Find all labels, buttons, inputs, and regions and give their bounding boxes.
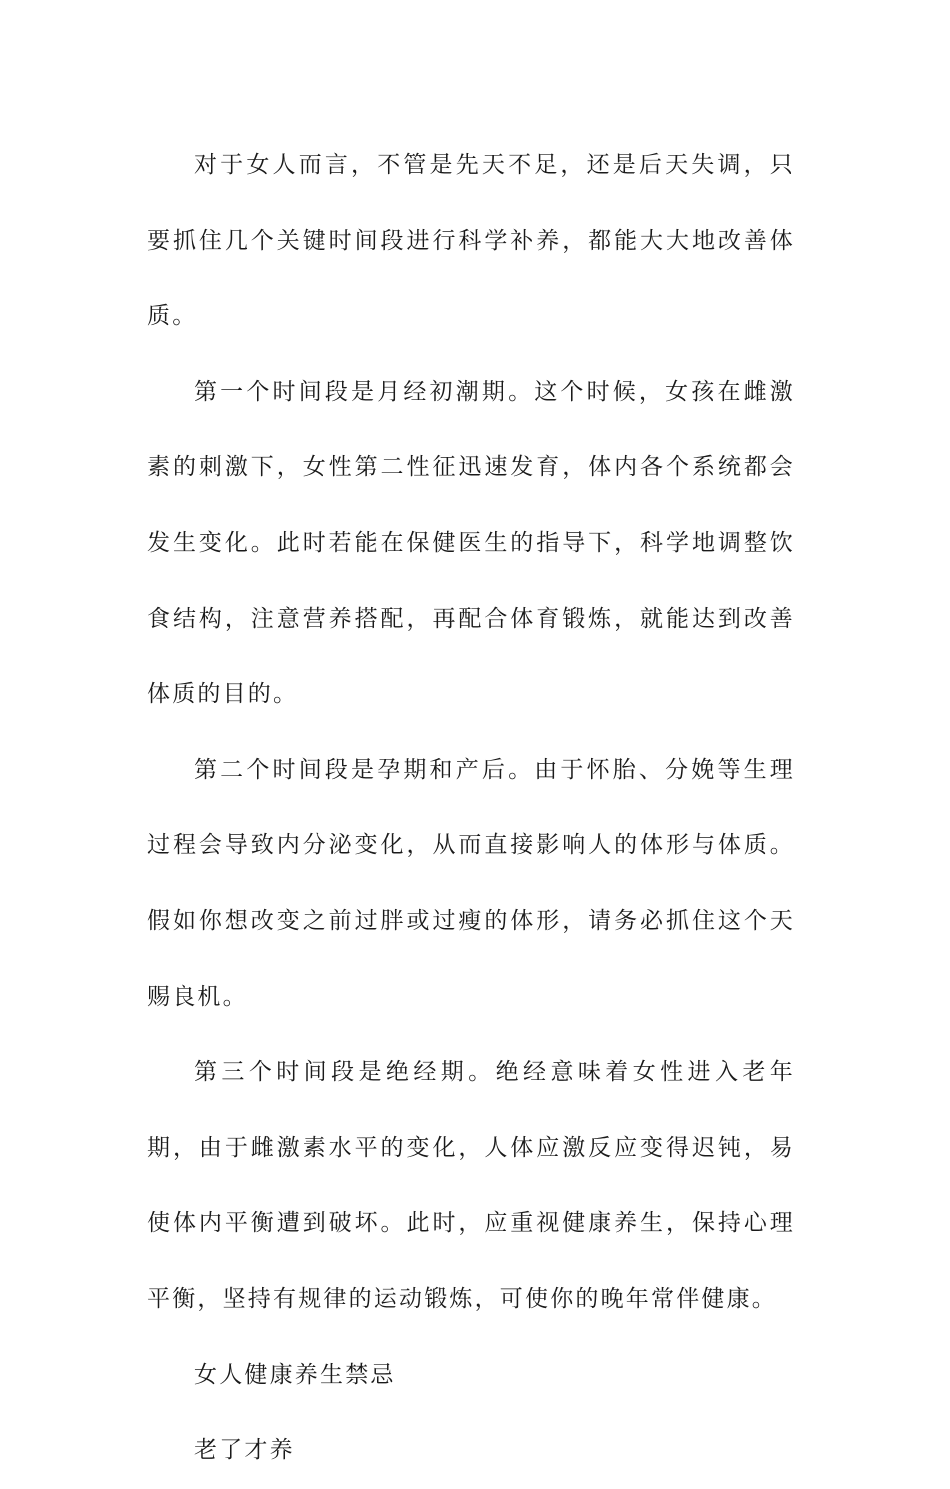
subheading: 老了才养 [194, 1437, 295, 1464]
section-heading: 女人健康养生禁忌 [194, 1361, 396, 1388]
paragraph-period-one: 第一个时间段是月经初潮期。这个时候，女孩在雌激素的刺激下，女性第二性征迅速发育，体内各个系统都会发生变化。此时若能在保健医生的指导下，科学地调整饮食结构，注意营养搭配，再配合体育锻炼，就能达到改善体质的目的。 [147, 378, 795, 708]
paragraph-period-three: 第三个时间段是绝经期。绝经意味着女性进入老年期，由于雌激素水平的变化，人体应激反应变得迟钝，易使体内平衡遭到破坏。此时，应重视健康养生，保持心理平衡，坚持有规律的运动锻炼，可使你的晚年常伴健康。 [147, 1059, 795, 1312]
document-body [147, 128, 795, 1489]
paragraph-period-two: 第二个时间段是孕期和产后。由于怀胎、分娩等生理过程会导致内分泌变化，从而直接影响人的体形与体质。假如你想改变之前过胖或过瘦的体形，请务必抓住这个天赐良机。 [147, 756, 795, 1010]
paragraph-intro: 对于女人而言，不管是先天不足，还是后天失调，只要抓住几个关键时间段进行科学补养，都能大大地改善体质。 [147, 152, 795, 330]
